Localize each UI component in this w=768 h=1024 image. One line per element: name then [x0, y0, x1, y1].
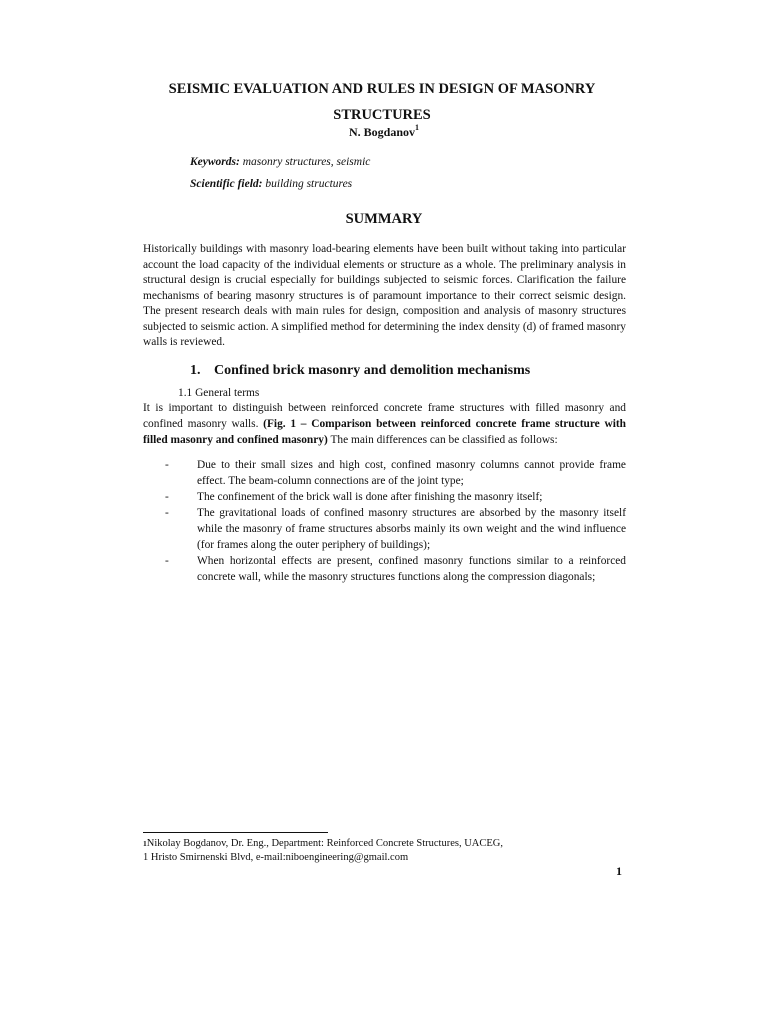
- author-footnote-mark: 1: [415, 123, 420, 132]
- bullet-dash: -: [165, 459, 169, 471]
- bullet-dash: -: [165, 507, 169, 519]
- scientific-field-label: Scientific field:: [190, 178, 263, 190]
- footnote: [143, 837, 626, 865]
- list-item-text: The confinement of the brick wall is done after finishing the masonry itself;: [197, 491, 543, 503]
- list-item: [143, 553, 626, 585]
- footnote-separator: [143, 832, 328, 833]
- section-1-heading: [190, 363, 530, 379]
- summary-paragraph: Historically buildings with masonry load-bearing elements have been built without taking into particular account the load capacity of the individual elements or structure as a whole. The preliminary analysis in structural design is crucial especially for buildings subjected to seismic forces. Clarification the failure mechanisms of bearing masonry structures is of paramount importance to their correct seismic design. The present research deals with main rules for design, composition and analysis of masonry structures subjected to seismic action. A simplified method for determining the index density (d) of framed masonry walls is reviewed.: [143, 243, 626, 348]
- list-item-text: When horizontal effects are present, confined masonry functions similar to a reinforced concrete wall, while the masonry structures functions along the compression diagonals;: [197, 555, 626, 583]
- list-item: [143, 457, 626, 489]
- author-line: [0, 125, 768, 140]
- section-1-intro-paragraph: [143, 400, 626, 448]
- keywords-value: masonry structures, seismic: [242, 156, 371, 168]
- bullet-dash: -: [165, 491, 169, 503]
- summary-heading: SUMMARY: [345, 211, 423, 227]
- keywords-line: [190, 156, 370, 168]
- section-1-number: 1.: [190, 363, 201, 378]
- footnote-mark: 1: [143, 839, 147, 848]
- list-item-text: Due to their small sizes and high cost, confined masonry columns cannot provide frame effect. The beam-column connections are of the joint type;: [197, 459, 626, 487]
- footnote-line-2: 1 Hristo Smirnenski Blvd, e-mail:niboengineering@gmail.com: [143, 852, 409, 863]
- author-name: N. Bogdanov: [348, 125, 416, 139]
- differences-list: [143, 457, 626, 585]
- intro-text-end: The main differences can be classified as follows:: [330, 434, 558, 446]
- page-number: 1: [616, 864, 622, 878]
- intro-text-start: It is important to distinguish between reinforced concrete frame structures with filled masonry and confined masonry walls.: [143, 402, 626, 430]
- subsection-1-1-heading: 1.1 General terms: [178, 387, 260, 399]
- footnote-line-1-text: Nikolay Bogdanov, Dr. Eng., Department: Reinforced Concrete Structures, UACEG,: [146, 838, 503, 849]
- keywords-label: Keywords:: [190, 156, 240, 168]
- bullet-dash: -: [165, 555, 169, 567]
- list-item-text: The gravitational loads of confined masonry structures are absorbed by the masonry itself while the masonry of frame structures absorbs mainly its own weight and the wind influence (for frames along the outer periphery of buildings);: [197, 507, 626, 551]
- scientific-field-line: [190, 178, 352, 190]
- scientific-field-value: building structures: [265, 178, 353, 190]
- list-item: [143, 505, 626, 553]
- list-item: [143, 489, 626, 505]
- footnote-line-1: [143, 837, 626, 851]
- paper-title: SEISMIC EVALUATION AND RULES IN DESIGN OF MASONRY STRUCTURES: [168, 81, 596, 123]
- figure-reference: (Fig. 1 – Comparison between reinforced concrete frame structure with filled masonry and confined masonry): [143, 418, 626, 446]
- section-1-title: Confined brick masonry and demolition mechanisms: [214, 363, 531, 378]
